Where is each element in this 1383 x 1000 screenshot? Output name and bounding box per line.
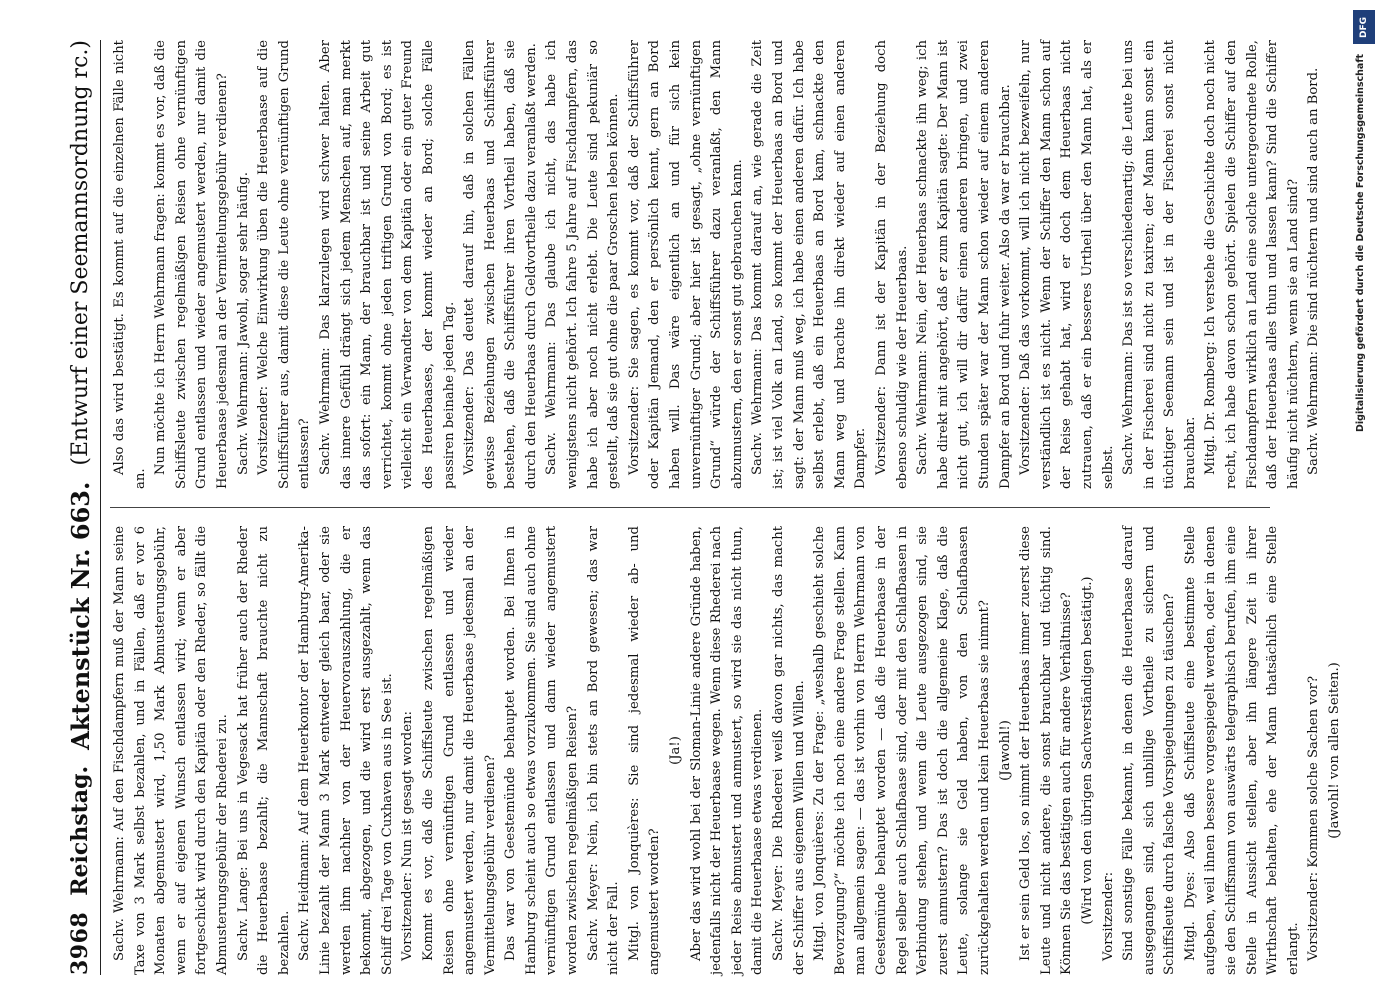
paragraph: Vorsitzender: [1100,871,1116,961]
paragraph: Sachv. Wehrmann: Nein, der Heuerbaas schnackte ihn weg; ich habe direkt mit angehört, daß er zum Kapitän sagte: Der Mann ist nicht gut, ich will dir dafür einen anderen bringen, und zwei Stunden später war der Mann schon wieder auf einem anderen Dampfer an Bord und fuhr weiter. Also da war er brauchbar. [915,40,1013,489]
paragraph: Also das wird bestätigt. Es kommt auf die einzelnen Fälle nicht an. [112,40,148,489]
dfg-logo: DFG [1353,10,1375,44]
paragraph: (Wird von den übrigen Sachverständigen bestätigt.) [1079,576,1095,925]
text-columns [110,40,1343,975]
paragraph: Vorsitzender: Nun ist gesagt worden: [400,711,416,961]
paragraph: Sachv. Wehrmann: Das glaube ich nicht, das habe ich wenigstens nicht gehört. Ich fahre 5 Jahre auf Fischdampfern, das habe ich aber noch nicht erlebt. Die Leute sind pekuniär so gestellt, daß sie gut ohne die paar Groschen leben können. [544,40,622,489]
right-column [110,40,1322,489]
paragraph: (Jawohl! von allen Seiten.) [1327,662,1343,839]
paragraph: (Ja!) [668,736,684,765]
paragraph: Sachv. Meyer: Die Rhederei weiß davon gar nichts, das macht der Schiffer aus eigenem Willen und Willen. [771,526,807,975]
paragraph: Das war von Geestemünde behauptet worden. Bei Ihnen in Hamburg scheint auch so etwas vorzukommen. Sie sind auch ohne vernünftigen Grund entlassen und dann wieder angemustert worden zwischen regelmäßigen Reisen? [503,526,581,975]
paragraph: Sachv. Wehrmann: Das kommt darauf an, wie gerade die Zeit ist; ist viel Volk an Land, so kommt der Heuerbaas an Bord und sagt: der Mann muß weg, ich habe einen anderen dafür. Ich habe selbst erlebt, daß ein Heuerbaas an Bord kam, schnackte den Mann weg und brachte ihn direkt wieder auf einen anderen Dampfer. [750,40,869,489]
paragraph: Sachv. Wehrmann: Jawohl, sogar sehr häufig. [235,172,251,475]
header-center-title: Aktenstück Nr. 663. [65,481,95,750]
paragraph: Mitgl. Dyes: Also daß Schiffsleute eine bestimmte Stelle aufgeben, weil ihnen bessere vorgespiegelt werden, oder in denen sie den Schiffsmann von auswärts telegraphisch berufen, ihm eine Stelle in Aussicht stellen, aber ihn längere Zeit in ihrer Wirthschaft behalten, ehe der Mann thatsächlich eine Stelle erlangt. [1182,526,1301,975]
paragraph: Nun möchte ich Herrn Wehrmann fragen: kommt es vor, daß die Schiffsleute zwischen regelmäßigen Reisen ohne vernünftigen Grund entlassen und wieder angemustert werden, nur damit die Heuerbaase jedesmal an der Vermittelungsgebühr verdienen? [153,40,230,489]
paragraph: Vorsitzender: Daß das vorkommt, will ich nicht bezweifeln, nur verständlich ist es nicht. Wenn der Schiffer den Mann schon auf der Reise gehabt hat, wird er doch dem Heuerbaas nicht zutrauen, daß er ein besseres Urtheil über den Mann hat, als er selbst. [1018,40,1116,489]
paragraph: Mitgl. Dr. Romberg: Ich verstehe die Geschichte doch noch nicht recht, ich habe davon schon gehört. Spielen die Schiffer auf den Fischdampfern wirklich an Land eine solche untergeordnete Rolle, daß der Heuerbaas alles thun und lassen kann? Sind die Schiffer häufig nicht nüchtern, wenn sie an Land sind? [1203,40,1301,489]
page-header [60,40,101,975]
paragraph: Vorsitzender: Das deutet darauf hin, daß in solchen Fällen gewisse Beziehungen zwischen Heuerbaas und Schiffsführer bestehen, daß die Schiffsführer ihren Vortheil haben, daß sie durch den Heuerbaas durch Geldvortheile dazu veranlaßt werden. [462,40,539,489]
paragraph: Vorsitzender: Sie sagen, es kommt vor, daß der Schiffsführer oder Kapitän Jemand, den er persönlich kennt, gern an Bord haben will. Das wäre eigentlich an und für sich kein unvernünftiger Grund; aber hier ist gesagt, „ohne vernünftigen Grund“ würde der Schiffsführer dazu veranlaßt, den Mann abzumustern, den er sonst gut gebrauchen kann. [626,40,745,489]
paragraph: Sind sonstige Fälle bekannt, in denen die Heuerbaase darauf ausgegangen sind, sich unbillige Vortheile zu sichern und Schiffsleute durch falsche Vorspiegelungen zu täuschen? [1121,526,1178,975]
header-right-title: (Entwurf einer Seemannsordnung rc.) [67,40,93,466]
paragraph: Vorsitzender: Welche Einwirkung üben die Heuerbaase auf die Schiffsführer aus, damit diese die Leute ohne vernünftigen Grund entlassen? [256,40,313,489]
left-column [110,526,1343,975]
paragraph: Sachv. Meyer: Nein, ich bin stets an Bord gewesen; das war nicht der Fall. [585,526,622,975]
rotated-document-page [60,40,1343,975]
paragraph: (Jawohl!) [997,720,1013,781]
paragraph: Mitgl. von Jonquières: Sie sind jedesmal wieder ab- und angemustert worden? [626,526,663,975]
paragraph: Sachv. Wehrmann: Das klarzulegen wird schwer halten. Aber das innere Gefühl drängt sich jedem Menschen auf, man merkt das sofort: ein Mann, der brauchbar ist und seine Arbeit gut verrichtet, kommt ohne jeden triftigen Grund von Bord; es ist vielleicht ein Verwandter von dem Kapitän oder ein guter Freund des Heuerbaases, der kommt wieder an Bord; solche Fälle passiren beinahe jeden Tag. [317,40,457,489]
digitization-credit: Digitalisierung gefördert durch die Deutsche Forschungsgemeinschaft [1355,54,1366,432]
paragraph: Sachv. Wehrmann: Das ist so verschiedenartig; die Leute bei uns in der Fischerei sind nicht zu taxiren; der Mann kann sonst ein tüchtiger Seemann sein und ist in der Fischerei sonst nicht brauchbar. [1121,40,1198,489]
paragraph: Aber das wird wohl bei der Sloman-Linie andere Gründe haben, jedenfalls nicht der Heuerbaase wegen. Wenn diese Rhederei nach jeder Reise abmustert und anmustert, so wird sie das nicht thun, damit die Heuerbaase etwas verdienen. [688,526,766,975]
paragraph: Vorsitzender: Dann ist der Kapitän in der Beziehung doch ebenso schuldig wie der Heuerbaas. [873,40,910,489]
paragraph: Sachv. Wehrmann: Auf den Fischdampfern muß der Mann seine Taxe von 3 Mark selbst bezahlen, und in Fällen, daß er vor 6 Monaten abgemustert wird, 1,50 Mark Abmusterungsgebühr, wenn er auf eigenen Wunsch entlassen wird; wenn er aber fortgeschickt wird durch den Kapitän oder den Rheder, so fällt die Abmusterungsgebühr der Rhederei zu. [112,526,230,975]
paragraph: Kommt es vor, daß die Schiffsleute zwischen regelmäßigen Reisen ohne vernünftigen Grund entlassen und wieder angemustert werden, nur damit die Heuerbaase jedesmal an der Vermittelungsgebühr verdienen? [420,526,498,975]
paragraph: Mitgl. von Jonquières: Zu der Frage: „weshalb geschieht solche Bevorzugung?“ möchte ich noch eine andere Frage stellen. Kann man allgemein sagen: — das ist vorhin von Herrn Wehrmann von Geestemünde behauptet worden — daß die Heuerbaase in der Regel selber auch Schlafbaase sind, oder mit den Schlafbaasen in Verbindung stehen, und wenn die Leute ausgezogen sind, sie zuerst anmustern? Das ist doch die allgemeine Klage, daß die Leute, solange sie Geld haben, von den Schlafbaasen zurückgehalten werden und kein Heuerbaas sie nimmt? [812,526,992,975]
paragraph: Vorsitzender: Kommen solche Sachen vor? [1306,675,1322,961]
page-number: 3968 [67,911,93,975]
paragraph: Sachv. Heidmann: Auf dem Heuerkontor der Hamburg-Amerika-Linie bezahlt der Mann 3 Mark entweder gleich baar, oder sie werden ihm nachher von der Heuervorauszahlung, die er bekommt, abgezogen, und die wird erst ausgezahlt, wenn das Schiff drei Tage von Cuxhaven aus in See ist. [297,526,395,975]
paragraph: Sachv. Lange: Bei uns in Vegesack hat früher auch der Rheder die Heuerbaase bezahlt; die Mannschaft brauchte nicht zu bezahlen. [235,526,292,975]
paragraph: Ist er sein Geld los, so nimmt der Heuerbaas immer zuerst diese Leute und nicht andere, die sonst brauchbar und tüchtig sind. Können Sie das bestätigen auch für andere Verhältnisse? [1018,526,1075,975]
digitization-sidebar [1351,10,1377,990]
column-divider [110,507,1270,508]
header-left-title: Reichstag. [67,765,93,896]
paragraph: Sachv. Wehrmann: Die sind nüchtern und sind auch an Bord. [1306,67,1322,475]
